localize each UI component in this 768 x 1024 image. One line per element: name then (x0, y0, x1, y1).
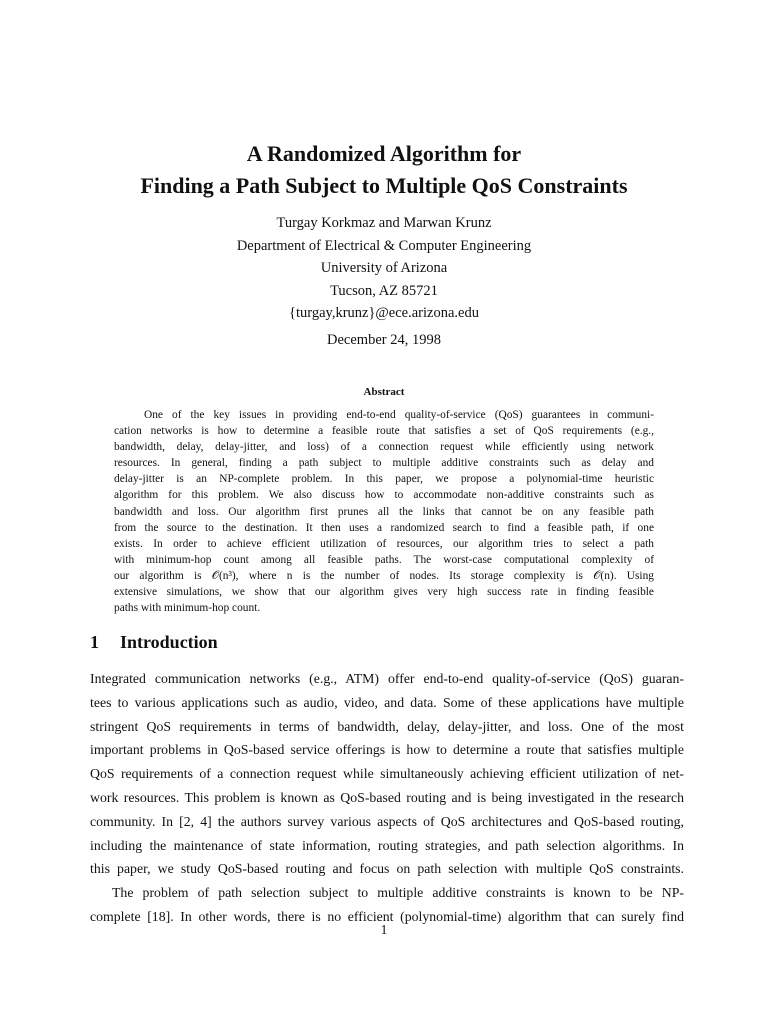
section-number: 1 (90, 632, 99, 652)
author-names: Turgay Korkmaz and Marwan Krunz (276, 215, 492, 231)
body-line: community. In [2, 4] the authors survey various aspects of QoS architectures and QoS-based routing, (90, 813, 684, 829)
title-line-1: A Randomized Algorithm for (246, 141, 522, 166)
body-line: Integrated communication networks (e.g., ATM) offer end-to-end quality-of-service (QoS) guaran- (90, 671, 684, 686)
abstract-heading: Abstract (363, 386, 405, 398)
section-heading-introduction (90, 632, 218, 653)
body-line: stringent QoS requirements in terms of bandwidth, delay, delay-jitter, and loss. One of the most (90, 718, 684, 734)
abstract-line: delay-jitter is an NP-complete problem. In this paper, we propose a polynomial-time heuristic (114, 473, 654, 486)
body-line: The problem of path selection subject to multiple additive constraints is known to be NP- (112, 885, 684, 901)
abstract-line: One of the key issues in providing end-to-end quality-of-service (QoS) guarantees in communi- (144, 409, 654, 421)
abstract-line: bandwidth, delay, delay-jitter, and loss) of a connection request while efficiently using network (114, 441, 654, 454)
author-email: {turgay,krunz}@ece.arizona.edu (289, 305, 479, 322)
body-line: including the maintenance of state information, routing strategies, and path selection algorithms. In (90, 837, 684, 853)
introduction-body (90, 667, 684, 929)
abstract-body (114, 407, 654, 616)
body-line: tees to various applications such as audio, video, and data. Some of these applications have multiple (90, 694, 684, 710)
abstract-line: our algorithm is 𝒪(n³), where n is the number of nodes. Its storage complexity is 𝒪(n). Using (114, 569, 654, 582)
author-block (0, 212, 768, 325)
title-line-2: Finding a Path Subject to Multiple QoS Constraints (140, 173, 628, 198)
abstract-line: algorithm for this problem. We also discuss how to accommodate non-additive constraints such as (114, 489, 654, 502)
page-number: 1 (380, 922, 388, 937)
section-title: Introduction (120, 632, 218, 652)
body-line: QoS requirements of a connection request while simultaneously achieving efficient utilization of net- (90, 766, 684, 782)
abstract-line: with minimum-hop count among all feasible paths. The worst-case computational complexity of (114, 553, 654, 566)
body-line: this paper, we study QoS-based routing and focus on path selection with multiple QoS constraints. (90, 861, 684, 877)
author-location: Tucson, AZ 85721 (330, 282, 438, 299)
body-line: work resources. This problem is known as QoS-based routing and is being investigated in the research (90, 789, 684, 805)
author-university: University of Arizona (320, 260, 448, 277)
abstract-line: extensive simulations, we show that our algorithm gives very high success rate in finding feasible (114, 586, 654, 599)
paper-date: December 24, 1998 (327, 332, 441, 348)
body-line: important problems in QoS-based service offerings is how to determine a route that satisfies multiple (90, 742, 684, 758)
abstract-line: paths with minimum-hop count. (114, 602, 261, 615)
paper-title (0, 138, 768, 202)
abstract-line: exists. In order to achieve efficient utilization of resources, our algorithm tries to select a path (114, 537, 654, 550)
abstract-line: cation networks is how to determine a feasible route that satisfies a set of QoS requirements (e.g., (114, 425, 654, 438)
body-line: complete [18]. In other words, there is no efficient (polynomial-time) algorithm that can surely find (90, 908, 684, 924)
abstract-line: bandwidth and loss. Our algorithm first prunes all the links that cannot be on any feasible path (114, 505, 654, 518)
abstract-line: resources. In general, finding a path subject to multiple additive constraints such as delay and (114, 457, 654, 470)
author-department: Department of Electrical & Computer Engineering (236, 237, 532, 254)
abstract-line: from the source to the destination. It then uses a randomized search to find a feasible path, if one (114, 521, 654, 534)
